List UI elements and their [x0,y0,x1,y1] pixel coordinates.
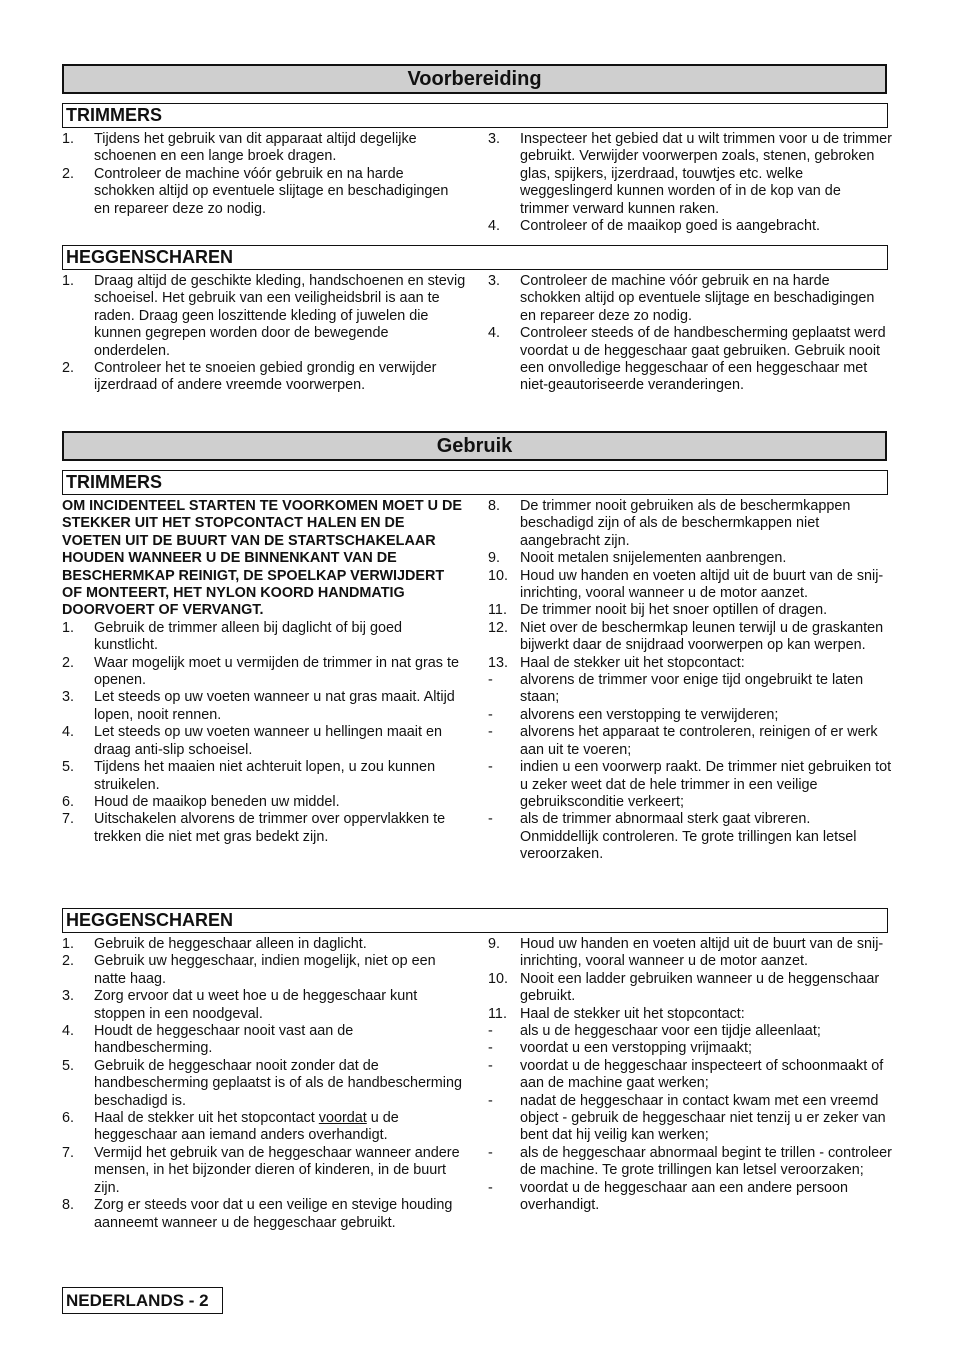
list-item: - alvorens de trimmer voor enige tijd ongebruikt te laten staan; [488,672,864,706]
list-item: - indien u een voorwerp raakt. De trimmer niet gebruiken tot u zeker weet dat de hele trimmer in een veilige gebruiksconditie verkeert; [488,759,892,810]
warning-text: OM INCIDENTEEL STARTEN TE VOORKOMEN MOET U DE STEKKER UIT HET STOPCONTACT HALEN EN DE VOETEN UIT DE BUURT VAN DE STARTSCHAKELAAR HOUDEN WANNEER U DE BINNENKANT VAN DE BESCHERMKAP REINIGT, DE SPOELKAP VERWIJDERT OF MONTEERT, HET NYLON KOORD HANDMATIG DOORVOERT OF VERVANGT. [62,498,463,619]
list-item: - als u de heggeschaar voor een tijdje alleenlaat; [488,1023,821,1040]
subheading-trimmers-prep: TRIMMERS [62,103,888,128]
list-item: 1. Gebruik de trimmer alleen bij daglicht of bij goed kunstlicht. [62,619,402,654]
list-item: 5. Gebruik de heggeschaar nooit zonder dat de handbescherming geplaatst is of als de handbescherming beschadigd is. [62,1057,462,1109]
list-heggenscharen-prep-left [62,273,467,395]
list-item: - alvorens een verstopping te verwijderen; [488,706,779,723]
list-item: 3. Inspecteer het gebied dat u wilt trimmen voor u de trimmer gebruikt. Verwijder voorwerpen zoals, stenen, gebroken glas, spijkers, ijzerdraad, touwtjes etc. welke weggeslingerd kunnen worden of in de kop van de trimmer verward kunnen raken. [488,131,892,217]
subheading-heggenscharen-prep: HEGGENSCHAREN [62,245,888,270]
list-heggenscharen-use-right [488,936,892,1215]
list-item: 6. Haal de stekker uit het stopcontact voordat u de heggeschaar aan iemand anders overhandigt. [62,1110,399,1144]
list-item: 8. De trimmer nooit gebruiken als de beschermkappen beschadigd zijn of als de beschermkappen niet aangebracht zijn. [488,498,851,549]
list-item: 10. Houd uw handen en voeten altijd uit de buurt van de snij-inrichting, vooral wanneer u de motor aanzet. [488,567,884,602]
list-item: 8. Zorg er steeds voor dat u een veilige en stevige houding aanneemt wanneer u de heggeschaar gebruikt. [62,1197,453,1231]
list-item: - alvorens het apparaat te controleren, reinigen of er werk aan uit te voeren; [488,724,878,758]
list-item: 2. Gebruik uw heggeschaar, indien mogelijk, niet op een natte haag. [62,953,436,987]
section-title-gebruik: Gebruik [62,431,887,461]
list-item: - als de trimmer abnormaal sterk gaat vibreren. Onmiddellijk controleren. Te grote trillingen kan letsel veroorzaken. [488,811,857,863]
list-item: 1. Tijdens het gebruik van dit apparaat altijd degelijke schoenen en een lange broek dragen. [62,131,417,165]
list-heggenscharen-prep-right [488,273,892,395]
list-item: 6. Houd de maaikop beneden uw middel. [62,793,340,810]
list-item: 7. Vermijd het gebruik van de heggeschaar wanneer andere mensen, in het bijzonder dieren of kinderen, in de buurt zijn. [62,1144,460,1196]
list-item: 3. Let steeds op uw voeten wanneer u nat gras maait. Altijd lopen, nooit rennen. [62,689,455,723]
list-item: 12. Niet over de beschermkap leunen terwijl u de graskanten bijwerkt daar de snijdraad voorwerpen op kan werpen. [488,619,884,654]
list-item: 4. Let steeds op uw voeten wanneer u hellingen maait en draag anti-slip schoeisel. [62,724,443,758]
list-item: 4. Controleer steeds of de handbescherming geplaatst werd voordat u de heggeschaar gaat gebruiken. Gebruik nooit een onvolledige heggeschaar of een heggeschaar met niet-geautoriseerde veranderingen. [488,325,886,394]
list-trimmers-prep-left [62,131,467,218]
page-footer-label: NEDERLANDS - 2 [62,1287,223,1314]
list-item: - voordat u een verstopping vrijmaakt; [488,1040,752,1057]
list-item: 13. Haal de stekker uit het stopcontact: [488,654,745,671]
list-heggenscharen-use-left [62,936,467,1232]
list-trimmers-prep-right [488,131,892,235]
list-item: 2. Controleer het te snoeien gebied grondig en verwijder ijzerdraad of andere vreemde voorwerpen. [62,360,437,394]
list-trimmers-use-right [488,498,892,864]
list-item: 1. Draag altijd de geschikte kleding, handschoenen en stevig schoeisel. Het gebruik van een veiligheidsbril is aan te raden. Draag geen loszittende kleding of juwelen die kunnen gegrepen worden door de bewegende onderdelen. [62,273,466,359]
list-item: 10. Nooit een ladder gebruiken wanneer u de heggenschaar gebruikt. [488,970,880,1005]
list-item: 9. Houd uw handen en voeten altijd uit de buurt van de snij-inrichting, vooral wanneer u de motor aanzet. [488,936,884,970]
section-title-voorbereiding: Voorbereiding [62,64,887,94]
list-item: 9. Nooit metalen snijelementen aanbrengen. [488,550,787,567]
list-trimmers-use-left [62,498,467,846]
list-item: 3. Zorg ervoor dat u weet hoe u de heggeschaar kunt stoppen in een noodgeval. [62,988,418,1022]
subheading-trimmers-use: TRIMMERS [62,470,888,495]
list-item: 4. Houdt de heggeschaar nooit vast aan de handbescherming. [62,1023,354,1057]
list-item: 1. Gebruik de heggeschaar alleen in daglicht. [62,936,367,952]
list-item: 4. Controleer of de maaikop goed is aangebracht. [488,218,820,235]
list-item: 5. Tijdens het maaien niet achteruit lopen, u zou kunnen struikelen. [62,759,436,793]
list-item: - als de heggeschaar abnormaal begint te trillen - controleer de machine. Te grote trillingen kan letsel veroorzaken; [488,1144,892,1179]
subheading-heggenscharen-use: HEGGENSCHAREN [62,908,888,933]
list-item: 2. Controleer de machine vóór gebruik en na harde schokken altijd op eventuele slijtage en beschadigingen en repareer deze zo nodig. [62,165,449,217]
list-item: 3. Controleer de machine vóór gebruik en na harde schokken altijd op eventuele slijtage en beschadigingen en repareer deze zo nodig. [488,273,875,324]
list-item: - voordat u de heggeschaar aan een andere persoon overhandigt. [488,1179,849,1214]
list-item: - nadat de heggeschaar in contact kwam met een vreemd object - gebruik de heggeschaar niet tenzij u er zeker van bent dat hij veilig kan werken; [488,1092,886,1144]
list-item: 7. Uitschakelen alvorens de trimmer over oppervlakken te trekken die niet met gras bedekt zijn. [62,811,446,845]
list-item: - voordat u de heggeschaar inspecteert of schoonmaakt of aan de machine gaat werken; [488,1057,884,1092]
list-item: 2. Waar mogelijk moet u vermijden de trimmer in nat gras te openen. [62,654,459,689]
list-item: 11. Haal de stekker uit het stopcontact: [488,1005,745,1022]
list-item: 11. De trimmer nooit bij het snoer optillen of dragen. [488,602,828,619]
